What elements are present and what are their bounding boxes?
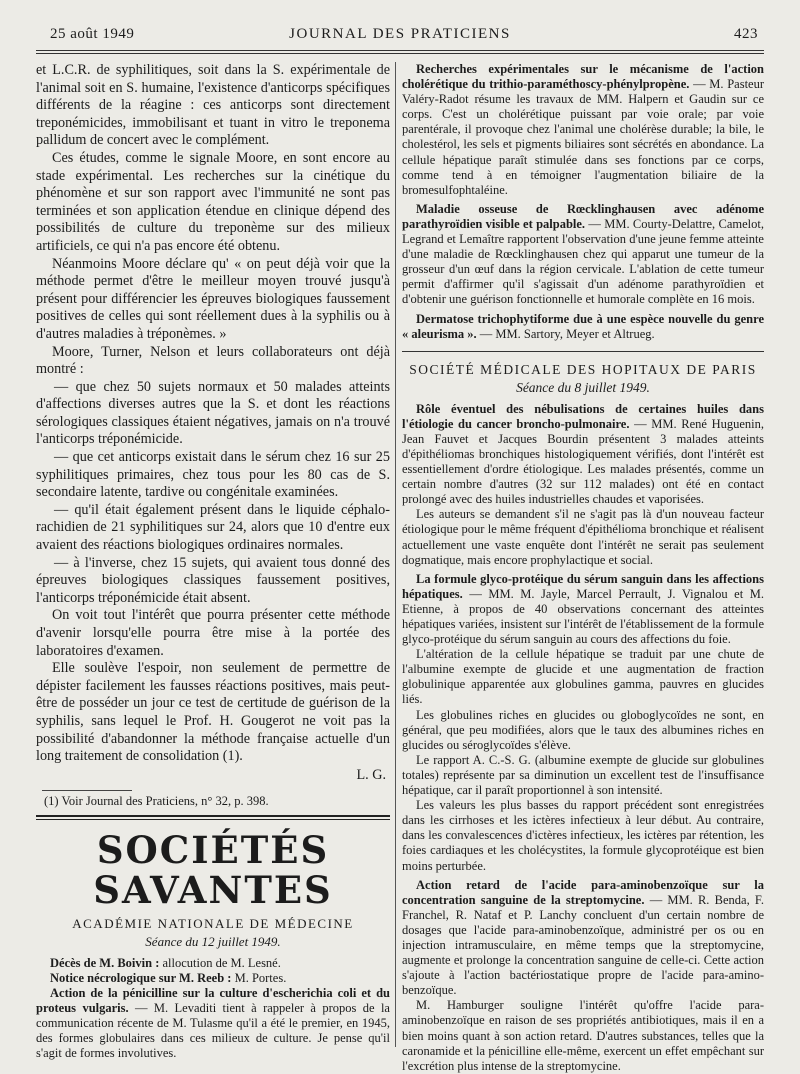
article-title: La formule glyco-protéique du sérum sanguin dans les affections hépatiques. — [402, 571, 764, 601]
society-title: SOCIÉTÉ MÉDICALE DES HOPITAUX DE PARIS — [409, 361, 757, 377]
article-entry — [402, 572, 764, 647]
article-entry — [36, 986, 390, 1061]
right-column — [402, 62, 765, 1073]
paragraph: et L.C.R. de syphilitiques, soit dans la S. expérimentale de l'animal soit en S. humaine, l'existence d'anticorps spécifiques différents de la réagine : ces anticorps sont directement treponémicides, immobilisant et tuant in vitro le treponema pallidum de concert avec le complément. — [36, 62, 390, 149]
article-text: allocution de M. Lesné. — [159, 955, 281, 970]
paragraph: Le rapport A. C.-S. G. (albumine exempte de glucide sur globulines totales) représente par sa diminution un excellent test de l'insuffisance hépatique, car il paraît proportionnel à son intensité. — [402, 752, 764, 798]
left-column — [36, 62, 390, 1061]
list-item: — qu'il était également présent dans le liquide céphalo-rachidien de 21 syphilitiques sur 24, alors que 10 d'entre eux avaient des réactions biologiques ordinaires normales. — [36, 501, 390, 554]
section-rule — [402, 351, 764, 352]
article-text: — MM. R. Benda, F. Franchel, R. Nataf et P. Lanchy concluent d'un certain nombre de dosages que l'acide para-aminobenzoïque, administré per os ou en injection intramusculaire, en même temps que la streptomycine, augmente et prolonge la concentration sanguine de celle-ci. Cette action s'ajoute à l'action bactériostatique propre de l'acide para-amino-benzoïque. — [402, 892, 764, 998]
column-divider — [395, 62, 396, 1047]
paragraph: Néanmoins Moore déclare qu' « on peut déjà voir que la méthode permet d'être le meilleur moyen trouvé jusqu'à présent pour différencier les épreuves biologiques faussement positives de celles qui sont réellement dues à la syphilis ou à d'autres maladies à tréponèmes. » — [36, 255, 390, 342]
article-entry — [402, 878, 764, 999]
seance-date: Séance du 12 juillet 1949. — [145, 933, 281, 949]
article-text: — M. Levaditi tient à rappeler à propos de la communication récente de M. Tulasme qu'il a été le premier, en 1945, des formes globulaires dans ces milieux de culture. Je pense qu'il s'agit de formes involutives. — [36, 1001, 390, 1061]
article-text: — MM. Sartory, Meyer et Altrueg. — [476, 326, 655, 341]
footnote-rule — [42, 790, 132, 791]
paragraph: Les valeurs les plus basses du rapport précédent sont enregistrées dans les cirrhoses et les ictères infectieux à leur début. Au contraire, dans les convalescences d'ictères infectieux, les ictères par rétention, les foies cardiaques et les cholécystites, la formule glycoprotéique est bien moins perturbée. — [402, 798, 764, 873]
page-header — [36, 26, 764, 48]
author-signature: L. G. — [356, 766, 386, 783]
paragraph: Elle soulève l'espoir, non seulement de permettre de dépister facilement les fausses réactions positives, mais peut-être de posséder un jour ce test de certitude de guérison de la syphilis, sans lequel le Prof. H. Gougerot ne voit pas la possibilité d'abandonner la méthode française actuelle d'un long traitement de consolidation (1). — [36, 660, 390, 765]
paragraph: Ces études, comme le signale Moore, en sont encore au stade expérimental. Les recherches sur la cinétique du phénomène et sur son rapport avec l'immunité ne sont pas terminées et son application étendue en clinique dépend des possibilités de culture du treponème sur des milieux artificiels, ce qui n'a pas encore été obtenu. — [36, 149, 390, 254]
article-title: Rôle éventuel des nébulisations de certaines huiles dans l'étiologie du cancer broncho-pulmonaire. — [402, 401, 764, 431]
article-entry — [402, 312, 764, 342]
article-title: Maladie osseuse de Rœcklinghausen avec adénome parathyroïdien visible et palpable. — [402, 201, 764, 231]
seance-date: Séance du 8 juillet 1949. — [516, 379, 650, 395]
journal-title: JOURNAL DES PRATICIENS — [289, 26, 511, 42]
article-text: — MM. René Huguenin, Jean Fauvet et Jacques Bourdin présentent 3 malades atteints d'épithéliomas bronchiques histologiquement vérifiés, dont l'intérêt est essentiellement d'ordre étiologique. Les malades présentés, comme un certain nombre d'autres (32 sur 112 malades) ont été en contact prolongé avec des huiles industrielles chaudes et vaporisées. — [402, 416, 764, 507]
article-title: Décès de M. Boivin : — [50, 955, 160, 970]
page-number: 423 — [734, 26, 758, 42]
footnote: (1) Voir Journal des Praticiens, n° 32, p. 398. — [44, 793, 269, 808]
paragraph: Moore, Turner, Nelson et leurs collaborateurs ont déjà montré : — [36, 343, 390, 378]
issue-date: 25 août 1949 — [50, 26, 135, 42]
article-text: — MM. M. Jayle, Marcel Perrault, J. Vignalou et M. Etienne, à propos de 40 observations concernant des atteintes hépatiques variées, insistent sur l'intérêt de l'établissement de la formule glyco-protéique du sérum sanguin au cours des affections du foie. — [402, 586, 764, 647]
paragraph: Les globulines riches en glucides ou globoglycoïdes ne sont, en général, que peu modifiées, alors que le taux des albumines riches en glucides ou séroglycoïdes s'élève. — [402, 707, 764, 752]
article-text: — M. Pasteur Valéry-Radot résume les travaux de MM. Halpern et Gaudin sur ce corps. C'est un cholérétique puissant par voie orale; par voie parentérale, il provoque chez l'animal une cholérèse durable; la bile, le cholestérol, les sels et pigments biliaires sont sécrétés en abondance. La cellule hépatique paraît stimulée dans ses fonctions par ce corps, comme tend à en témoigner l'augmentation biliaire de la bromesulfophtaléine. — [402, 77, 765, 197]
paragraph: Les auteurs se demandent s'il ne s'agit pas là d'un nouveau facteur étiologique pour le même fréquent d'épithélioma bronchique et réalisent actuellement une vaste enquête dont l'intérêt ne serait pas seulement dogmatique, mais encore prophylactique et social. — [402, 507, 764, 567]
article-title: Dermatose trichophytiforme due à une espèce nouvelle du genre « aleurisma ». — [402, 311, 764, 341]
academy-title: ACADÉMIE NATIONALE DE MÉDECINE — [72, 915, 354, 931]
article-title: Action de la pénicilline sur la culture d'escherichia coli et du proteus vulgaris. — [36, 985, 390, 1016]
list-item: — que cet anticorps existait dans le sérum chez 16 sur 25 syphilitiques primaires, chez tous pour les 80 cas de S. secondaire latente, tardive ou congénitale examinées. — [36, 449, 390, 501]
article-entry — [36, 956, 390, 971]
article-title: Notice nécrologique sur M. Reeb : — [50, 970, 232, 985]
article-text: M. Portes. — [231, 970, 287, 985]
section-banner: SOCIÉTÉS SAVANTES — [93, 827, 333, 912]
article-entry — [402, 202, 764, 308]
article-entry — [402, 62, 764, 198]
article-title: Recherches expérimentales sur le mécanisme de l'action cholérétique du trithio-paraméthoscy-phénylpropène. — [402, 62, 764, 92]
paragraph: L'altération de la cellule hépatique se traduit par une chute de l'albumine exempte de glucide et une augmentation de fraction globulinique apparentée aux globulines gamma, pauvres en glucides liés. — [402, 647, 764, 707]
article-entry — [402, 402, 764, 508]
section-rule-thin — [36, 819, 390, 820]
section-rule — [36, 815, 390, 817]
header-rule-thin — [36, 53, 764, 54]
paragraph: M. Hamburger souligne l'intérêt qu'offre l'acide para-aminobenzoïque en raison de ses propriétés antibiotiques, mais il en a bien moins quant à son action retard. D'autres substances, telles que la caronamide et la pénicilline elle-même, exercent un effet empêchant sur l'excrétion plus intense de la streptomycine. — [402, 998, 764, 1073]
header-rule — [36, 50, 764, 51]
list-item: — à l'inverse, chez 15 sujets, qui avaient tous donné des épreuves biologiques classiques faussement positives, l'anticorps tréponémicide était absent. — [36, 554, 390, 606]
paragraph: On voit tout l'intérêt que pourra présenter cette méthode d'avenir lorsqu'elle pourra être mise à la portée des laboratoires d'examen. — [36, 607, 390, 659]
article-entry — [36, 971, 390, 986]
list-item: — que chez 50 sujets normaux et 50 malades atteints d'affections diverses autres que la S. et dont les réactions sérologiques classiques étaient négatives, jamais on n'a trouvé l'anticorps tréponémicide. — [36, 378, 390, 448]
article-title: Action retard de l'acide para-aminobenzoïque sur la concentration sanguine de la streptomycine. — [402, 877, 764, 907]
article-text: — MM. Courty-Delattre, Camelot, Legrand et Lemaître rapportent l'observation d'une jeune femme atteinte d'une maladie de Rœcklinghausen chez qui apparut une tumeur de la grosseur d'un œuf dans la région cervicale. L'ablation de cette tumeur permit d'affirmer qu'il s'agissait d'un adénome parathyroïdien et d'obtenir une guérison fonctionnelle et humorale complète en 16 mois. — [402, 216, 764, 307]
